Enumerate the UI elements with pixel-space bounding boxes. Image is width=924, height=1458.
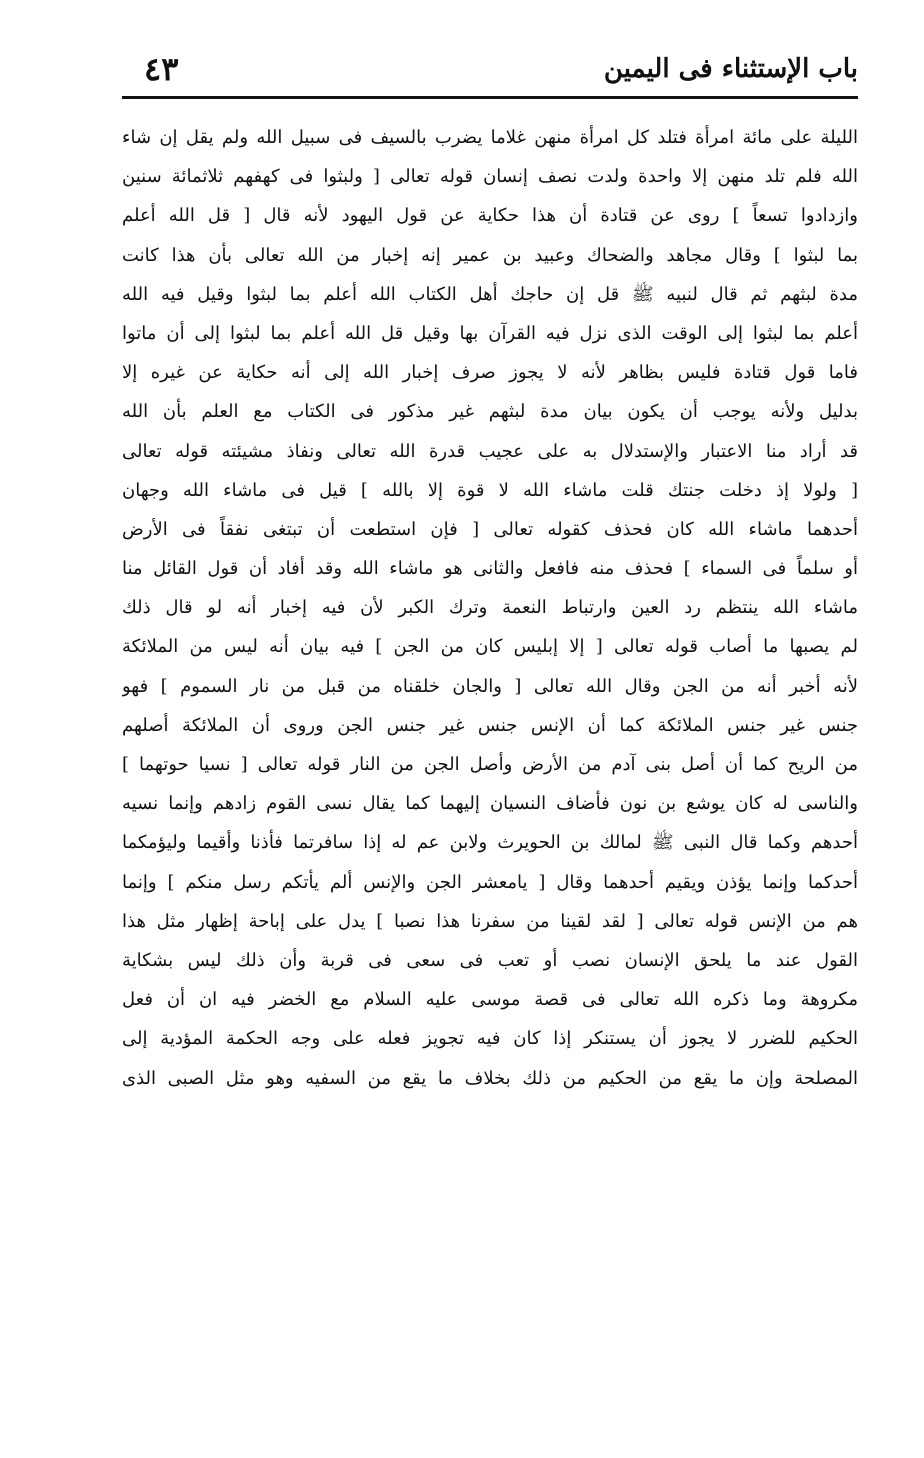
text-line: فاما قول قتادة فليس بظاهر لأنه لا يجوز صرف إخبار الله إلى أنه حكاية عن غيره إلا [122, 362, 858, 384]
text-line: أعلم بما لبثوا إلى الوقت الذى نزل فيه القرآن بها وقيل قل الله أعلم بما لبثوا إلى أن ماتوا [122, 322, 858, 344]
text-line: وازدادوا تسعاً ] روى عن قتادة أن هذا حكاية عن قول اليهود لأنه قال [ قل الله أعلم [122, 205, 858, 227]
text-line: الحكيم للضرر لا يجوز أن يستنكر إذا كان فيه تجويز فعله على وجه الحكمة المؤدية إلى [122, 1028, 858, 1050]
text-line: الليلة على مائة امرأة فتلد كل امرأة منهن غلاما يضرب بالسيف فى سبيل الله ولم يقل إن شاء [122, 127, 858, 148]
text-line: والناسى له كان يوشع بن نون فأضاف النسيان إليهما كما يقال نسى القوم زادهم وإنما نسيه [122, 793, 858, 815]
text-line: لم يصبها ما أصاب قوله تعالى [ إلا إبليس كان من الجن ] فيه بيان أنه ليس من الملائكة [122, 636, 858, 658]
page-number: ٤٣ [144, 50, 179, 88]
text-line: جنس غير جنس الملائكة كما أن الإنس جنس غير جنس الجن وروى أن الملائكة أصلهم [122, 714, 858, 736]
text-line: أحدهما ماشاء الله كان فحذف كقوله تعالى [ فإن استطعت أن تبتغى نفقاً فى الأرض [122, 518, 858, 540]
text-line: مدة لبثهم ثم قال لنبيه ﷺ قل إن حاجك أهل الكتاب الله أعلم بما لبثوا وقيل فيه الله [122, 283, 858, 305]
text-line: قد أراد منا الاعتبار والإستدلال به على عجيب قدرة الله تعالى ونفاذ مشيئته قوله تعالى [122, 440, 858, 462]
text-line: هم من الإنس قوله تعالى [ لقد لقينا من سفرنا هذا نصبا ] يدل على إباحة إظهار مثل هذا [122, 910, 858, 932]
text-line: الله فلم تلد منهن إلا واحدة ولدت نصف إنسان قوله تعالى [ ولبثوا فى كهفهم ثلاثمائة سنين [122, 166, 858, 188]
text-line: المصلحة وإن ما يقع من الحكيم من ذلك بخلاف ما يقع من السفيه وهو مثل الصبى الذى [122, 1067, 858, 1089]
text-line: أو سلماً فى السماء ] فحذف منه فافعل والثانى هو ماشاء الله وقد أفاد أن قول القائل منا [122, 558, 858, 580]
page-header [122, 48, 858, 94]
text-line: ماشاء الله ينتظم رد العين وارتباط النعمة وترك الكبر لأن فيه إخبار أنه لو قال ذلك [122, 597, 858, 619]
text-line: أحدكما وإنما يؤذن ويقيم أحدهما وقال [ يامعشر الجن والإنس ألم يأتكم رسل منكم ] وإنما [122, 871, 858, 893]
text-line: بدليل ولأنه يوجب أن يكون بيان مدة لبثهم غير مذكور فى الكتاب مع العلم بأن الله [122, 401, 858, 423]
chapter-title: باب الإستثناء فى اليمين [603, 54, 858, 84]
text-line: لأنه أخبر أنه من الجن وقال الله تعالى [ والجان خلقناه من قبل من نار السموم ] فهو [122, 675, 858, 697]
header-divider [122, 96, 858, 99]
text-line: [ ولولا إذ دخلت جنتك قلت ماشاء الله لا قوة إلا بالله ] قيل فى ماشاء الله وجهان [122, 479, 858, 501]
page-body-text [122, 118, 858, 1098]
text-line: بما لبثوا ] وقال مجاهد والضحاك وعبيد بن عمير إنه إخبار من الله تعالى بأن هذا كانت [122, 244, 858, 266]
text-line: القول عند ما يلحق الإنسان نصب أو تعب فى سعى فى قربة وأن ذلك ليس بشكاية [122, 949, 858, 971]
text-line: من الريح كما أن أصل بنى آدم من الأرض وأصل الجن من النار قوله تعالى [ نسيا حوتهما ] [122, 754, 858, 775]
text-line: مكروهة وما ذكره الله تعالى فى قصة موسى عليه السلام مع الخضر فيه ان أن فعل [122, 989, 858, 1011]
text-line: أحدهم وكما قال النبى ﷺ لمالك بن الحويرث ولابن عم له إذا سافرتما فأذنا وأقيما وليؤمكما [122, 832, 858, 854]
